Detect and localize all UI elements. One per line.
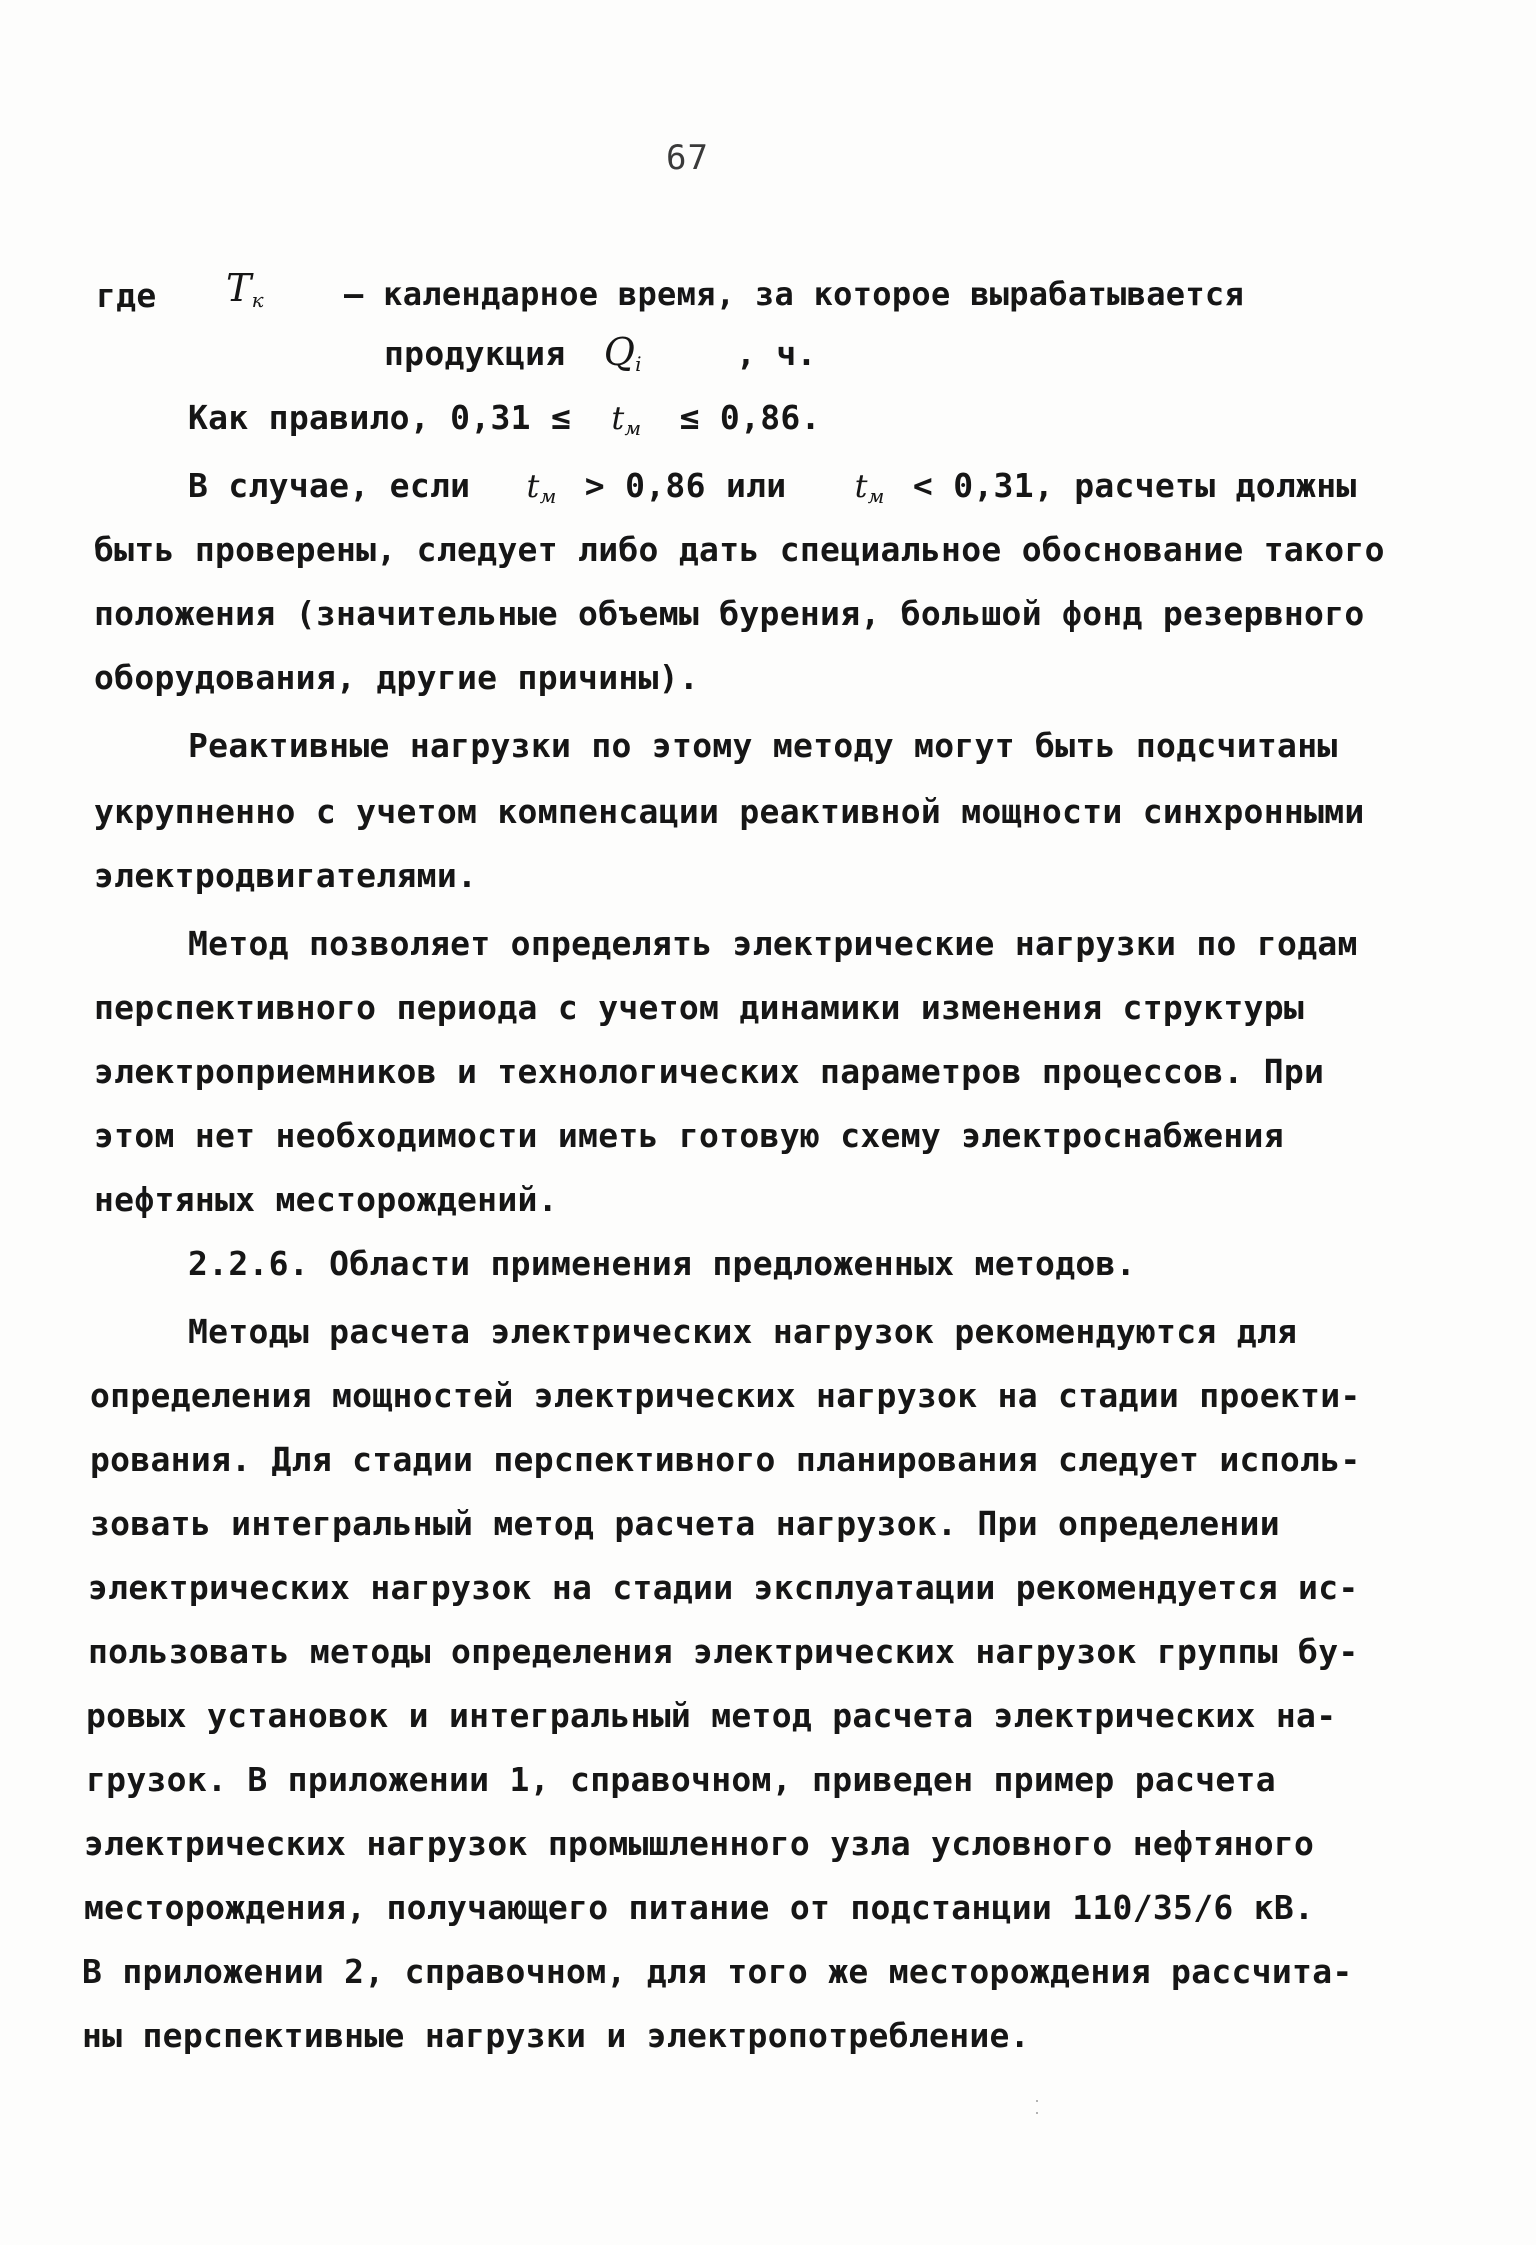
scan-artifact: [1036, 2100, 1038, 2102]
text-line: электродвигателями.: [94, 856, 478, 895]
text-line: пользовать методы определения электрических нагрузок группы бу-: [88, 1632, 1359, 1671]
definition-where: где: [96, 276, 157, 315]
rule-post: ≤ 0,86.: [679, 398, 821, 437]
case-pre: В случае, если: [188, 466, 471, 505]
symbol-q: Q: [603, 330, 636, 374]
text-line: Метод позволяет определять электрические нагрузки по годам: [188, 924, 1358, 963]
symbol-t: T: [226, 266, 252, 310]
definition-line-2: [384, 332, 817, 384]
text-line: электрических нагрузок на стадии эксплуатации рекомендуется ис-: [88, 1568, 1359, 1607]
text-line: месторождения, получающего питание от подстанции 110/35/6 кВ.: [84, 1888, 1315, 1927]
text-line: перспективного периода с учетом динамики изменения структуры: [94, 988, 1305, 1027]
case-post: < 0,31, расчеты должны: [912, 466, 1357, 505]
case-t2-sub: м: [867, 484, 885, 508]
rule-t-sub: м: [624, 416, 642, 440]
symbol-t-sub: к: [251, 288, 264, 312]
text-line: ны перспективные нагрузки и электропотребление.: [82, 2016, 1030, 2055]
text-line: нефтяных месторождений.: [94, 1180, 558, 1219]
case-t1-sub: м: [539, 484, 557, 508]
text-line: этом нет необходимости иметь готовую схему электроснабжения: [94, 1116, 1284, 1155]
definition-line-1: – календарное время, за которое вырабатывается: [344, 275, 1245, 313]
text-line: определения мощностей электрических нагрузок на стадии проекти-: [90, 1376, 1361, 1415]
text-line: грузок. В приложении 1, справочном, приведен пример расчета: [86, 1760, 1276, 1799]
rule-line: [188, 398, 821, 448]
symbol-q-sub: i: [635, 352, 642, 376]
text-line: быть проверены, следует либо дать специальное обоснование такого: [94, 530, 1385, 569]
text-line: положения (значительные объемы бурения, большой фонд резервного: [94, 594, 1365, 633]
text-line: В приложении 2, справочном, для того же месторождения рассчита-: [82, 1952, 1353, 1991]
case-line: [188, 466, 1357, 516]
rule-t: t: [611, 399, 625, 437]
text-line: зовать интегральный метод расчета нагрузок. При определении: [90, 1504, 1280, 1543]
text-line: укрупненно с учетом компенсации реактивной мощности синхронными: [94, 792, 1365, 831]
page-number: 67: [666, 138, 709, 178]
section-heading: 2.2.6. Области применения предложенных методов.: [188, 1244, 1136, 1283]
case-mid: > 0,86 или: [584, 466, 787, 505]
text-line: электроприемников и технологических параметров процессов. При: [94, 1052, 1325, 1091]
text-line: оборудования, другие причины).: [94, 658, 700, 697]
definition-unit: , ч.: [736, 334, 817, 373]
scan-artifact: [1036, 2112, 1038, 2114]
formula-symbol-t: [226, 268, 264, 320]
text-line: Реактивные нагрузки по этому методу могут быть подсчитаны: [188, 726, 1338, 765]
text-line: Методы расчета электрических нагрузок рекомендуются для: [188, 1312, 1298, 1351]
rule-pre: Как правило, 0,31 ≤: [188, 398, 572, 437]
text-line: электрических нагрузок промышленного узла условного нефтяного: [84, 1824, 1315, 1863]
definition-line-2-text: продукция: [384, 334, 566, 373]
case-t2: t: [854, 467, 868, 505]
case-t1: t: [526, 467, 540, 505]
text-line: рования. Для стадии перспективного планирования следует исполь-: [90, 1440, 1361, 1479]
text-line: ровых установок и интегральный метод расчета электрических на-: [86, 1696, 1337, 1735]
